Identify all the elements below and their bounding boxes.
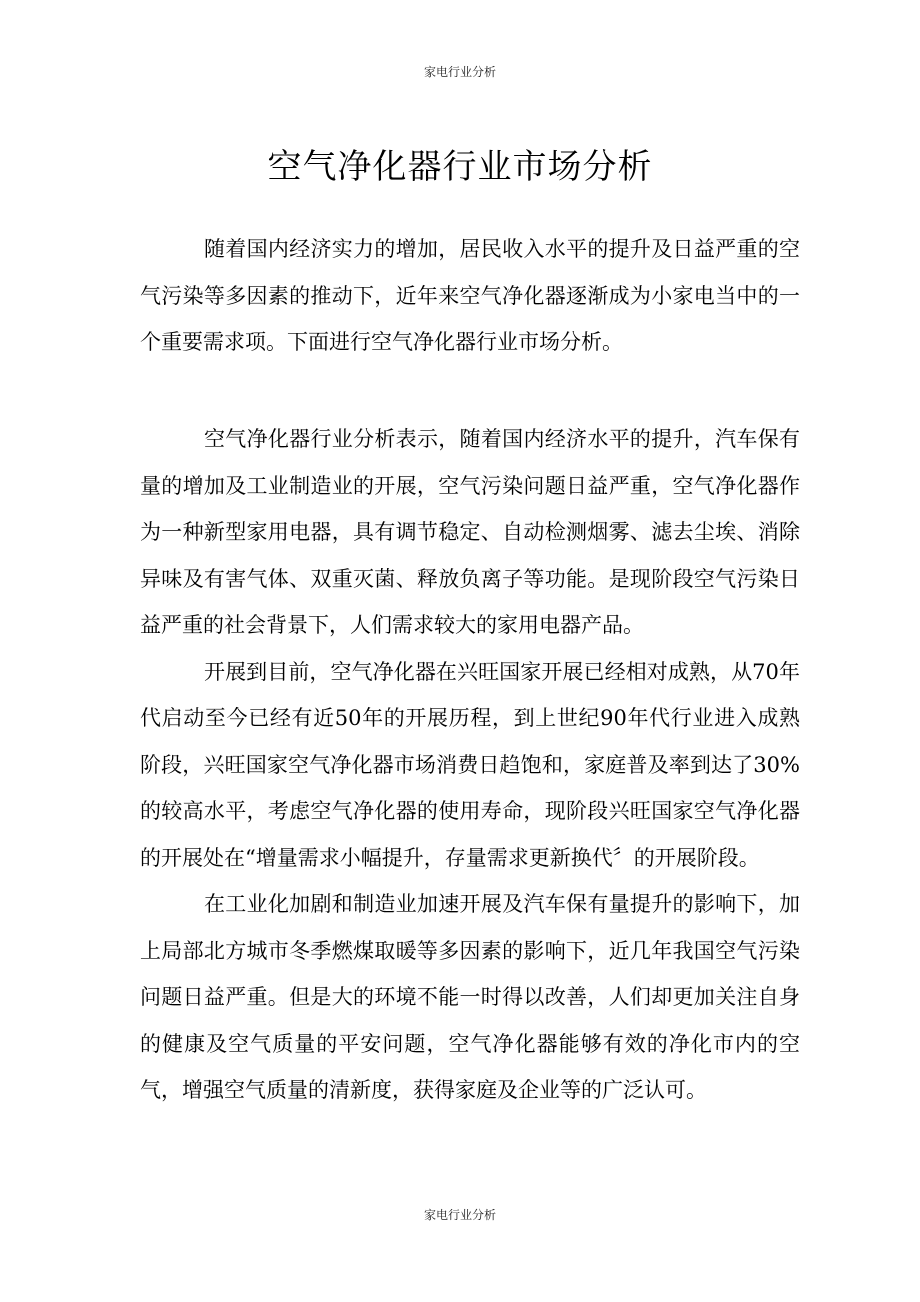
paragraph-block-main (140, 416, 800, 1114)
page-header: 家电行业分析 (423, 65, 496, 79)
paragraph-domestic: 在工业化加剧和制造业加速开展及汽车保有量提升的影响下，加上局部北方城市冬季燃煤取暖等多因素的影响下，近几年我国空气污染问题日益严重。但是大的环境不能一时得以改善，人们却更加关注自身的健康及空气质量的平安问题，空气净化器能够有效的净化市内的空气，增强空气质量的清新度，获得家庭及企业等的广泛认可。 (140, 892, 800, 1102)
page-footer: 家电行业分析 (423, 1208, 496, 1222)
paragraph-intro: 随着国内经济实力的增加，居民收入水平的提升及日益严重的空气污染等多因素的推动下，近年来空气净化器逐渐成为小家电当中的一个重要需求项。下面进行空气净化器行业市场分析。 (140, 237, 800, 354)
paragraph-block-intro (140, 226, 800, 366)
paragraph-overview: 空气净化器行业分析表示，随着国内经济水平的提升，汽车保有量的增加及工业制造业的开展，空气污染问题日益严重，空气净化器作为一种新型家用电器，具有调节稳定、自动检测烟雾、滤去尘埃、消除异味及有害气体、双重灭菌、释放负离子等功能。是现阶段空气污染日益严重的社会背景下，人们需求较大的家用电器产品。 (140, 427, 800, 637)
document-title: 空气净化器行业市场分析 (267, 147, 653, 187)
paragraph-history: 开展到目前，空气净化器在兴旺国家开展已经相对成熟，从70年代启动至今已经有近50年的开展历程，到上世纪90年代行业进入成熟阶段，兴旺国家空气净化器市场消费日趋饱和，家庭普及率到达了30%的较高水平，考虑空气净化器的使用寿命，现阶段兴旺国家空气净化器的开展处在“增量需求小幅提升，存量需求更新换代〞的开展阶段。 (140, 659, 800, 870)
